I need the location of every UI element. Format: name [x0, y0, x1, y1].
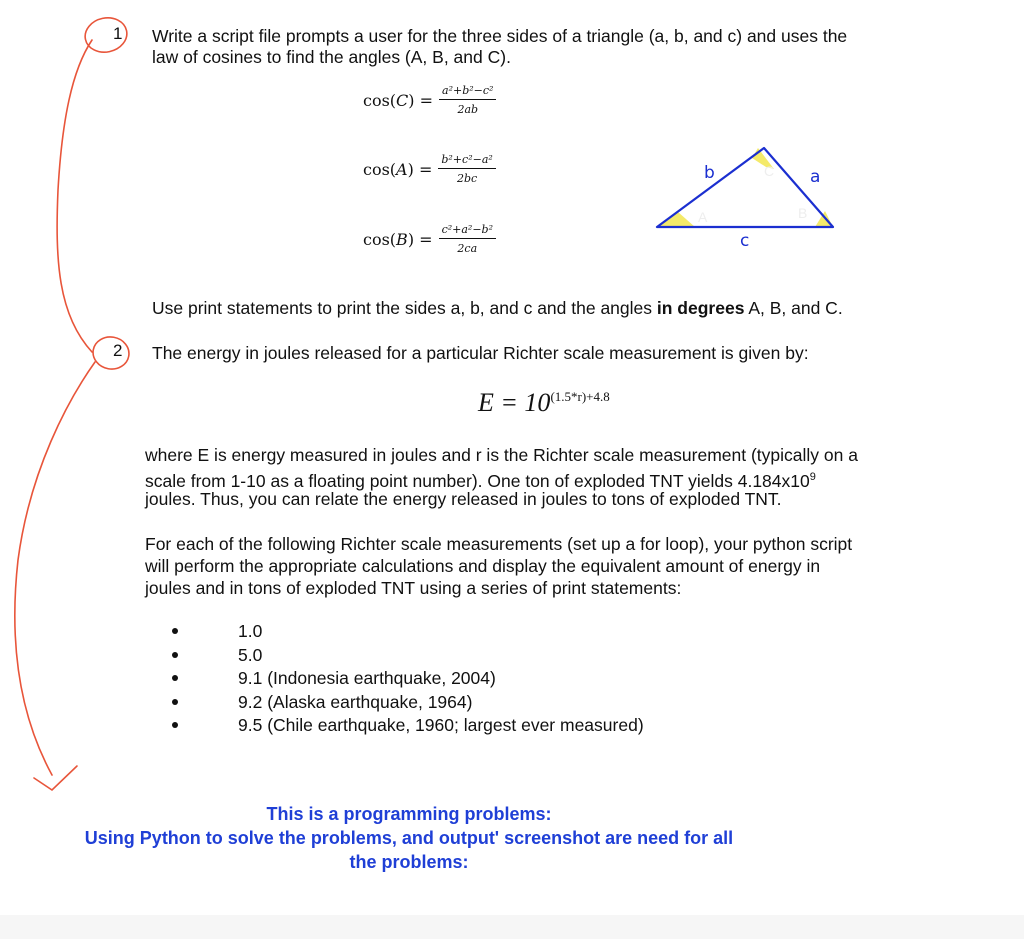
angle-a-label: A	[698, 209, 708, 225]
formula-numerator: c²+a²−b²	[439, 223, 496, 239]
energy-exponent: (1.5*r)+4.8	[550, 389, 610, 404]
formula-denominator: 2bc	[456, 172, 478, 185]
bullet-icon	[172, 675, 178, 681]
paragraph-1-line-1: where E is energy measured in joules and r is the Richter scale measurement (typically on a	[145, 445, 858, 465]
bullet-icon	[172, 652, 178, 658]
paragraph-2-line-2: will perform the appropriate calculations and display the equivalent amount of energy in	[145, 556, 821, 576]
note-line-2: Using Python to solve the problems, and output' screenshot are need for all	[84, 828, 734, 848]
annotation-arrow-head	[34, 766, 77, 790]
problem-2-intro: The energy in joules released for a particular Richter scale measurement is given by:	[152, 343, 809, 363]
annotation-curve-1	[57, 40, 92, 352]
triangle-diagram	[640, 140, 850, 250]
paragraph-1-line-2: scale from 1-10 as a floating point number). One ton of exploded TNT yields $4.184x10^9$	[145, 470, 816, 491]
energy-equation: $E = 10^{(1.5*r)+4.8}$	[478, 388, 610, 417]
bullet-icon	[172, 628, 178, 634]
problem-1-intro-line-1: Write a script file prompts a user for the three sides of a triangle (a, b, and c) and uses the	[152, 26, 848, 46]
note-line-3: the problems:	[349, 852, 469, 872]
note-line-1: This is a programming problems:	[266, 804, 552, 824]
paragraph-2-line-1: For each of the following Richter scale measurements (set up a for loop), your python script	[145, 534, 853, 554]
formula-cos-a: cos(A) = $\frac{\text{b²+c²−a²}}{2bc}$	[363, 153, 496, 185]
problem-1-print-instruction: Use print statements to print the sides a, b, and c and the angles in degrees A, B, and C.	[152, 298, 843, 318]
formula-cos-b: cos(B) = $\frac{\text{c²+a²−b²}}{2ca}$	[363, 223, 496, 255]
formula-cos-c: cos(C) = $\frac{\text{a²+b²−c²}}{2ab}$	[363, 84, 496, 116]
paragraph-2-line-3: joules and in tons of exploded TNT using a series of print statements:	[145, 578, 682, 598]
page-footer-band	[0, 915, 1024, 939]
bullet-icon	[172, 722, 178, 728]
annotation-circle-2	[90, 334, 131, 372]
annotation-curve-2	[15, 362, 95, 775]
angle-b-label: B	[798, 205, 808, 221]
side-a-label: a	[810, 167, 821, 187]
formula-numerator: a²+b²−c²	[439, 84, 496, 100]
problem-1-intro-line-2: law of cosines to find the angles (A, B, and C).	[152, 47, 511, 67]
problem-1-number: 1	[113, 24, 123, 43]
side-c-label: c	[740, 231, 750, 250]
side-b-label: b	[704, 163, 715, 183]
formula-denominator: 2ab	[457, 103, 479, 116]
angle-c-label: C	[764, 163, 775, 179]
formula-numerator: b²+c²−a²	[438, 153, 495, 169]
annotation-circle-1	[82, 14, 130, 56]
bullet-icon	[172, 699, 178, 705]
problem-2-number: 2	[113, 341, 123, 360]
paragraph-1-line-3: joules. Thus, you can relate the energy released in joules to tons of exploded TNT.	[145, 489, 782, 509]
formula-denominator: 2ca	[457, 242, 478, 255]
